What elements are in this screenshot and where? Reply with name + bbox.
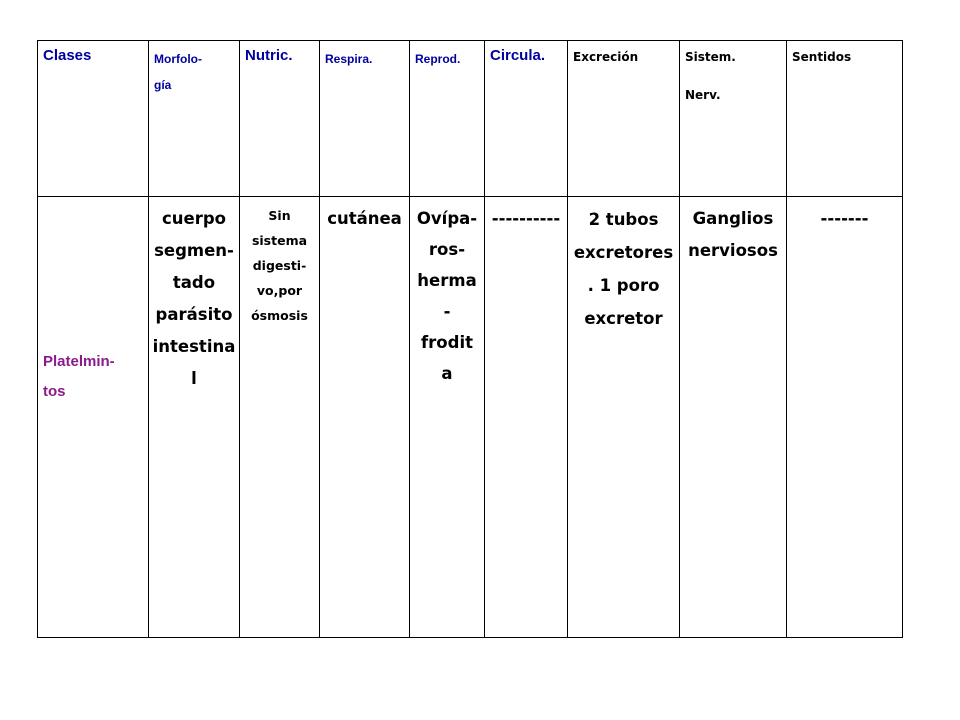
reprod-text: Ovípa- ros- herma - frodit a (416, 209, 478, 383)
cell-circula (485, 197, 568, 638)
header-cell-morfologia (149, 41, 240, 197)
cell-sentidos (787, 197, 903, 638)
table-row (38, 197, 903, 638)
respira-text: cutánea (327, 209, 402, 228)
sentidos-text: ------- (820, 209, 869, 228)
header-cell-clases (38, 41, 149, 197)
header-circula: Circula. (490, 47, 546, 64)
circula-text: ---------- (491, 209, 561, 228)
classification-table (37, 40, 903, 638)
header-cell-circula (485, 41, 568, 197)
header-cell-reprod (410, 41, 485, 197)
nutric-text: Sin sistema digesti- vo,por ósmosis (251, 208, 308, 323)
morfologia-text: cuerpo segmen- tado parásito intestina l (152, 209, 236, 388)
header-sentidos: Sentidos (792, 50, 852, 64)
header-nutric: Nutric. (245, 47, 293, 64)
sistem-text: Ganglios nerviosos (688, 209, 778, 260)
header-sistem-nerv: Sistem. Nerv. (685, 50, 736, 102)
header-cell-excrecion (568, 41, 680, 197)
cell-clase (38, 197, 149, 638)
cell-nutric (240, 197, 320, 638)
cell-reprod (410, 197, 485, 638)
cell-morfologia (149, 197, 240, 638)
cell-excrecion (568, 197, 680, 638)
cell-sistem (680, 197, 787, 638)
header-respira: Respira. (325, 52, 373, 66)
header-cell-sentidos (787, 41, 903, 197)
excrecion-text: 2 tubos excretores . 1 poro excretor (573, 210, 674, 328)
header-clases: Clases (43, 47, 92, 64)
header-cell-nutric (240, 41, 320, 197)
class-name-platelmintos: Platelmin- tos (43, 353, 115, 400)
header-cell-respira (320, 41, 410, 197)
header-excrecion: Excreción (573, 50, 639, 64)
header-cell-sistem (680, 41, 787, 197)
cell-respira (320, 197, 410, 638)
header-reprod: Reprod. (415, 52, 461, 66)
header-morfologia: Morfolo- gía (154, 52, 202, 92)
header-row (38, 41, 903, 197)
